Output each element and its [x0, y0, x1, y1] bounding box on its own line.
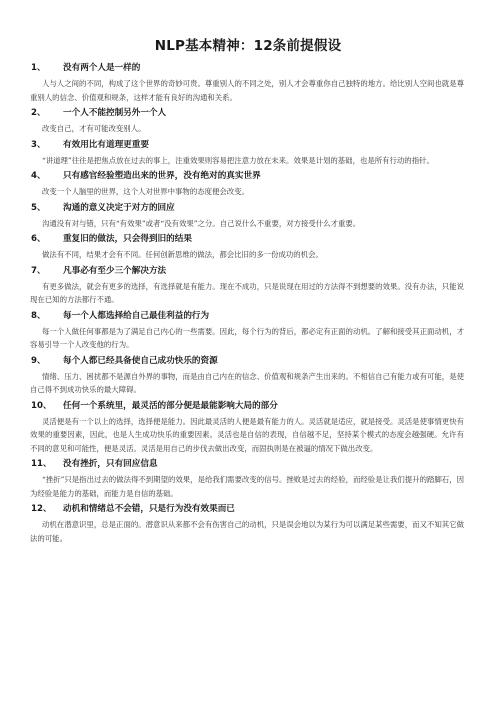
principle-body: “讲道理”往往是把焦点放在过去的事上，注重效果则容易把注意力放在未来。效果是计划的基础，也是所有行动的指针。 — [42, 155, 434, 165]
principle-item — [30, 355, 466, 397]
principle-title: 任何一个系统里，最灵活的部分便是最能影响大局的部分 — [63, 400, 278, 411]
principle-number: 12、 — [31, 504, 52, 514]
principle-heading — [30, 310, 466, 323]
principle-heading — [30, 265, 466, 278]
principle-body: 灵活便是有一个以上的选择，选择便是能力。因此最灵活的人便是最有能力的人。灵活就是适应，就是接受。灵活是使事情更快有效果的重要因素，因此，也是人生成功快乐的重要因素。灵活也是自信的表现，自信越不足，坚持某个模式的态度会越强硬。允许有不同的意见和可能性，便是灵活。灵活是用自己的步伐去做出改变，而固执则是在被逼的情况下做出改变。 — [30, 416, 464, 453]
principle-number: 8、 — [31, 310, 46, 321]
principle-item — [30, 62, 466, 104]
principle-title: 有效用比有道理更重要 — [63, 139, 149, 150]
principle-number: 1、 — [31, 63, 46, 73]
principle-heading — [30, 233, 466, 246]
principle-title: 只有感官经验塑造出来的世界，没有绝对的真实世界 — [63, 171, 261, 181]
principle-heading — [30, 503, 466, 516]
principle-heading — [30, 458, 466, 471]
principle-number: 10、 — [31, 400, 52, 411]
principle-item — [30, 139, 466, 168]
principle-item — [30, 107, 466, 136]
principle-item — [30, 503, 466, 545]
principle-title: 动机和情绪总不会错，只是行为没有效果而已 — [63, 504, 235, 514]
page-title: NLP基本精神：12条前提假设 — [154, 38, 342, 54]
principle-heading — [30, 170, 466, 183]
principle-heading — [30, 202, 466, 215]
principle-body: 做法有不同，结果才会有不同。任何创新思维的做法，都会比旧的多一份成功的机会。 — [42, 250, 323, 259]
principle-number: 6、 — [31, 234, 46, 244]
principle-number: 5、 — [31, 202, 46, 213]
principle-title: 沟通的意义决定于对方的回应 — [63, 202, 175, 213]
principle-item — [30, 233, 466, 262]
principle-number: 7、 — [31, 265, 46, 276]
principle-body: 每一个人做任何事都是为了满足自己内心的一些需要。因此，每个行为的背后，都必定有正面的动机。了解和接受其正面动机，才容易引导一个人改变他的行为。 — [30, 326, 464, 349]
principle-item — [30, 170, 466, 199]
principle-body: 动机在潜意识里，总是正面的。潜意识从来都不会有伤害自己的动机，只是误会地以为某行为可以满足某些需要，而又不知其它做法的可能。 — [30, 520, 464, 543]
principle-heading — [30, 107, 466, 120]
principle-body: 有更多做法，就会有更多的选择，有选择就是有能力。现在不成功，只是说现在用过的方法得不到想要的效果。没有办法，只能说现在已知的方法都行不通。 — [30, 281, 464, 304]
principle-body: “挫折”只是指出过去的做法得不到期望的效果，是给我们需要改变的信号。挫败是过去的经验，而经验是让我们提升的踏脚石，因为经验是能力的基础，而能力是自信的基础。 — [30, 475, 464, 498]
principle-heading — [30, 62, 466, 75]
principle-title: 凡事必有至少三个解决方法 — [63, 265, 167, 276]
principle-title: 没有挫折，只有回应信息 — [63, 459, 158, 469]
principle-item — [30, 202, 466, 231]
principle-title: 没有两个人是一样的 — [63, 63, 141, 73]
principle-heading — [30, 139, 466, 152]
principle-body: 改变自己，才有可能改变别人。 — [42, 124, 146, 133]
principle-item — [30, 458, 466, 500]
principle-title: 重复旧的做法，只会得到旧的结果 — [63, 234, 192, 244]
principle-body: 沟通没有对与错，只有“有效果”或者“没有效果”之分。自己说什么不重要，对方接受什么才重要。 — [42, 218, 361, 228]
principle-heading — [30, 400, 466, 413]
principle-body: 人与人之间的不同，构成了这个世界的奇妙可贵。尊重别人的不同之处，别人才会尊重你自己独特的地方。给比别人空间也就是尊重别人的信念、价值观和规条，这样才能有良好的沟通和关系。 — [30, 79, 464, 102]
principle-body: 情绪、压力、困扰都不是源自外界的事物，而是由自己内在的信念、价值观和规条产生出来的。不相信自己有能力或有可能，是使自己得不到成功快乐的最大障碍。 — [30, 371, 464, 394]
principle-number: 4、 — [31, 171, 46, 181]
principle-title: 每个人都已经具备使自己成功快乐的资源 — [63, 355, 218, 366]
principle-number: 2、 — [31, 108, 46, 118]
principle-item — [30, 265, 466, 307]
principle-number: 3、 — [31, 139, 46, 150]
principles-list — [30, 62, 466, 545]
principle-item — [30, 310, 466, 352]
principle-body: 改变一个人脑里的世界，这个人对世界中事物的态度便会改变。 — [42, 187, 249, 196]
principle-number: 11、 — [31, 459, 52, 469]
principle-item — [30, 400, 466, 456]
principle-title: 每一个人都选择给自己最佳利益的行为 — [63, 310, 210, 321]
principle-number: 9、 — [31, 355, 46, 366]
principle-heading — [30, 355, 466, 368]
principle-title: 一个人不能控制另外一个人 — [63, 108, 167, 118]
